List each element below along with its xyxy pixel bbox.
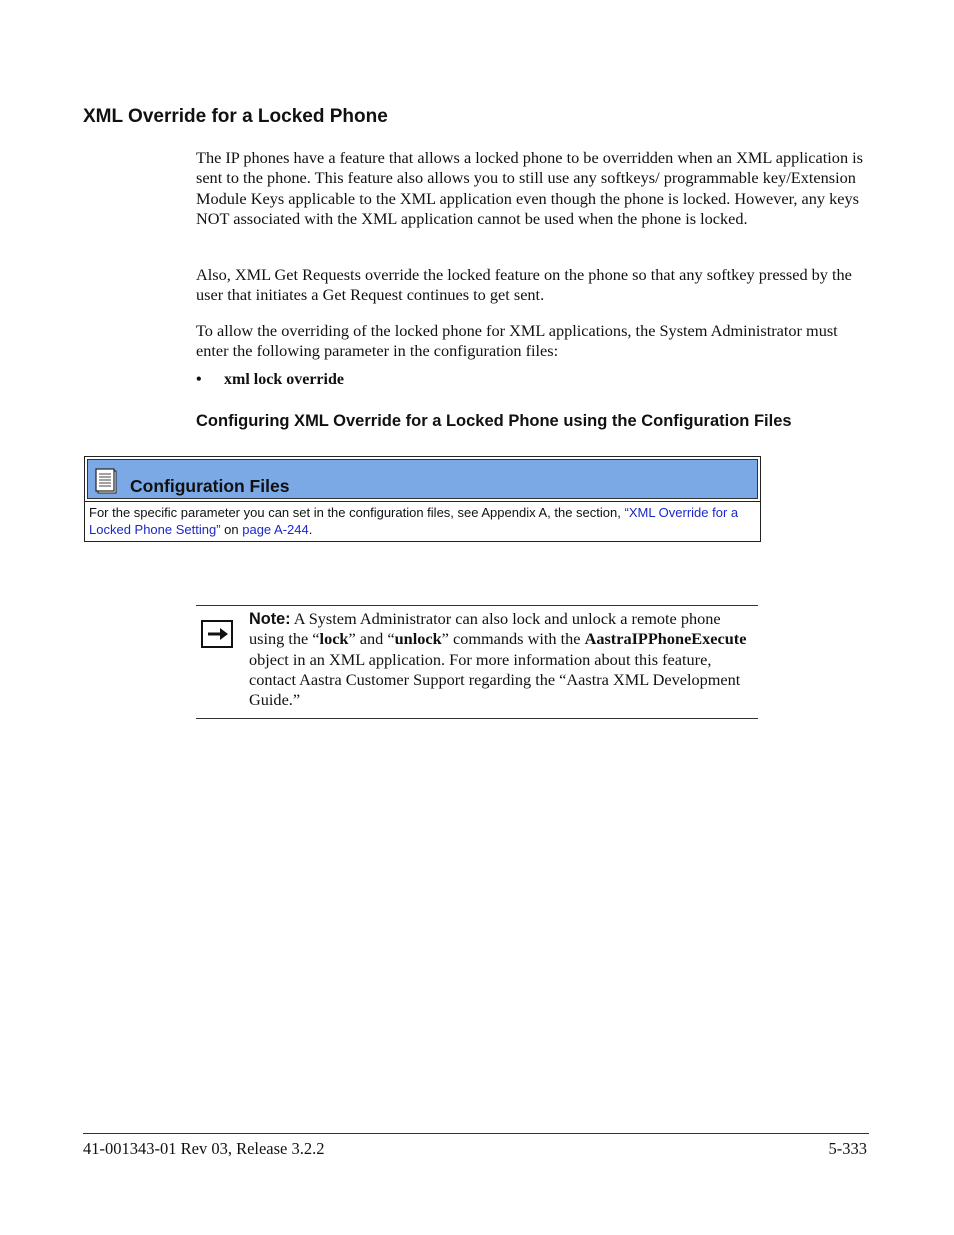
subsection-title: Configuring XML Override for a Locked Phone using the Configuration Files [196, 412, 792, 430]
note-label: Note: [249, 610, 291, 628]
configuration-files-box [84, 456, 761, 542]
document-stack-icon [94, 468, 118, 494]
parameter-bullet [196, 371, 344, 389]
note-top-rule [196, 605, 758, 606]
section-title: XML Override for a Locked Phone [83, 106, 388, 127]
configuration-files-body: For the specific parameter you can set in the configuration files, see Appendix A, the section, “XML Override for a Locked Phone Setting” on page A-244. [89, 505, 739, 537]
unlock-command: unlock [394, 629, 442, 649]
configuration-files-title: Configuration Files [130, 476, 290, 496]
note-bottom-rule [196, 718, 758, 719]
footer-document-id: 41-001343-01 Rev 03, Release 3.2.2 [83, 1139, 325, 1158]
parameter-name: xml lock override [224, 371, 344, 388]
lock-command: lock [319, 629, 349, 649]
admin-paragraph: To allow the overriding of the locked phone for XML applications, the System Administrator must enter the following parameter in the configuration files: [196, 321, 838, 361]
arrow-right-icon [201, 620, 233, 648]
footer-rule [83, 1133, 869, 1134]
page-a244-link[interactable]: page A-244 [242, 522, 309, 537]
footer-page-number: 5-333 [828, 1139, 867, 1158]
get-request-paragraph: Also, XML Get Requests override the locked feature on the phone so that any softkey pressed by the user that initiates a Get Request continues to get sent. [196, 265, 852, 305]
box-divider [85, 501, 760, 502]
configuration-files-header [87, 459, 758, 499]
note-text: Note: A System Administrator can also lock and unlock a remote phone using the “lock” and “unlock” commands with the AastraIPPhoneExecute object in an XML application. For more information about this feature, contact Aastra Customer Support regarding the “Aastra XML Development Guide.” [249, 609, 747, 710]
execute-object: AastraIPPhoneExecute [584, 629, 747, 649]
xml-override-setting-link[interactable]: “XML Override for a Locked Phone Setting” [89, 505, 739, 537]
intro-paragraph: The IP phones have a feature that allows a locked phone to be overridden when an XML application is sent to the phone. This feature also allows you to still use any softkeys/ programmable key/Extension Module Keys applicable to the XML application even though the phone is locked. However, any keys NOT associated with the XML application cannot be used when the phone is locked. [196, 148, 864, 228]
bullet-marker: • [196, 371, 202, 388]
